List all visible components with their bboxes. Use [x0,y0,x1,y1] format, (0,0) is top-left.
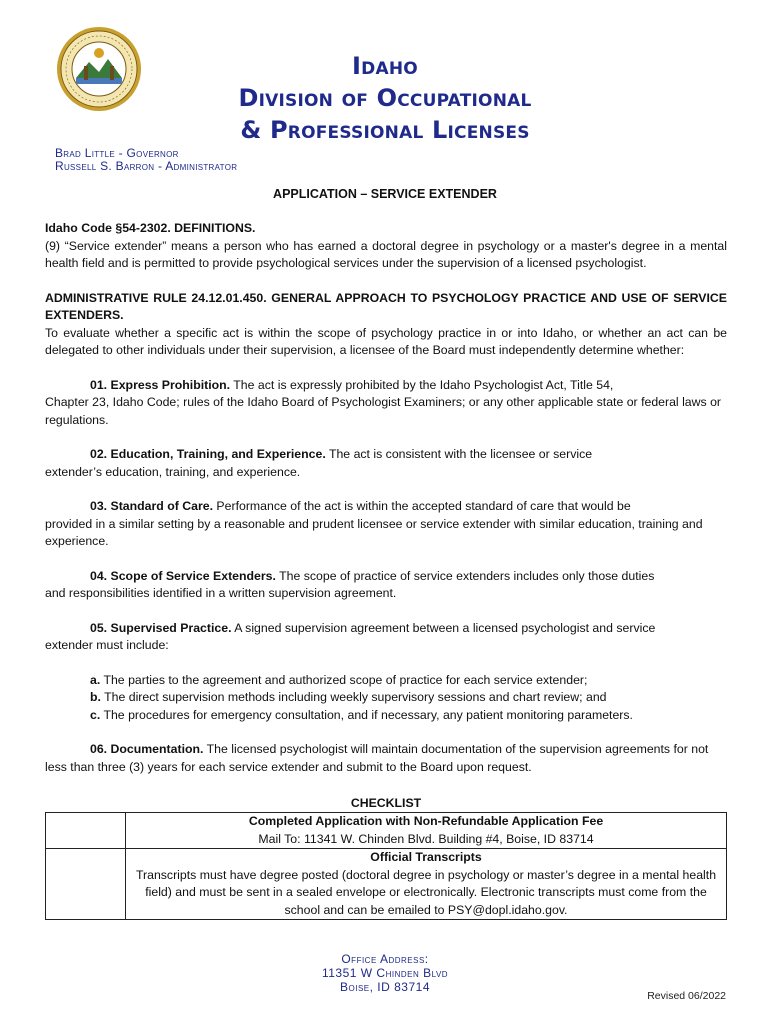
list-item: 02. Education, Training, and Experience. The act is consistent with the licensee or service [90,447,593,461]
sub-item: c. The procedures for emergency consultation, and if necessary, any patient monitoring parameters. [90,707,633,722]
checkbox-cell[interactable] [46,849,126,920]
list-item: 03. Standard of Care. Performance of the act is within the accepted standard of care that would be [90,499,631,513]
office-address-street: 11351 W Chinden Blvd [321,966,449,980]
list-item-continuation: extender must include: [45,638,169,652]
agency-state: Idaho [352,52,418,80]
list-item: 06. Documentation. The licensed psychologist will maintain documentation of the supervision agreements for not less than three (3) years for each service extender and submit to the Board upon request. [45,742,709,774]
rule-text: To evaluate whether a specific act is within the scope of psychology practice in or into Idaho, or whether an act can be delegated to other individuals under their supervision, a licensee of the Board must independently determine whether: [45,325,727,357]
checklist-item-title: Official Transcripts [370,850,482,864]
agency-header [150,50,620,146]
document-body [45,220,727,776]
list-item-continuation: extender’s education, training, and experience. [45,464,301,479]
checkbox-cell[interactable] [46,813,126,849]
checklist-item [126,849,727,920]
list-item-continuation: provided in a similar setting by a reasonable and prudent licensee or service extender with similar education, training and experience. [45,516,703,548]
code-heading: Idaho Code §54-2302. DEFINITIONS. [45,221,256,235]
document-title: APPLICATION – SERVICE EXTENDER [273,187,497,201]
governor-line: Brad Little - Governor [55,146,179,160]
agency-division: Division of Occupational [238,84,532,112]
table-row [46,813,727,849]
rule-heading: ADMINISTRATIVE RULE 24.12.01.450. GENERAL APPROACH TO PSYCHOLOGY PRACTICE AND USE OF SERVICE EXTENDERS. [45,290,727,322]
agency-licenses: & Professional Licenses [240,116,530,144]
office-address-label: Office Address: [341,952,429,966]
checklist-item [126,813,727,849]
state-seal-logo [56,26,142,112]
officials-block [55,147,237,173]
checklist [45,795,727,920]
checklist-item-title: Completed Application with Non-Refundable Application Fee [248,814,604,828]
table-row [46,849,727,920]
list-item: 01. Express Prohibition. The act is expressly prohibited by the Idaho Psychologist Act, Title 54, [90,377,614,392]
list-item-continuation: and responsibilities identified in a written supervision agreement. [45,586,397,600]
checklist-item-detail: Transcripts must have degree posted (doctoral degree in psychology or master’s degree in a mental health field) and must be sent in a sealed envelope or electronically. Electronic transcripts must come from the school and can be emailed to PSY@dopl.idaho.gov. [135,867,717,917]
revision-date: Revised 06/2022 [647,990,726,1002]
checklist-table [45,812,727,920]
checklist-heading: CHECKLIST [350,796,422,810]
office-address-city: Boise, ID 83714 [340,980,430,994]
list-item-continuation: Chapter 23, Idaho Code; rules of the Idaho Board of Psychologist Examiners; or any other applicable state or federal laws or regulations. [45,395,722,427]
sub-item: b. The direct supervision methods including weekly supervisory sessions and chart review; and [90,690,607,704]
sub-item: a. The parties to the agreement and authorized scope of practice for each service extender; [90,672,588,687]
office-address [0,952,770,994]
list-item: 04. Scope of Service Extenders. The scope of practice of service extenders includes only those duties [90,568,655,583]
code-definition: (9) “Service extender” means a person who has earned a doctoral degree in psychology or a master's degree in a mental health field and is permitted to provide psychological services under the supervision of a licensed psychologist. [45,238,727,270]
administrator-line: Russell S. Barron - Administrator [55,159,238,173]
checklist-item-detail: Mail To: 11341 W. Chinden Blvd. Building #4, Boise, ID 83714 [258,831,594,846]
list-item: 05. Supervised Practice. A signed supervision agreement between a licensed psychologist and service [90,620,656,635]
